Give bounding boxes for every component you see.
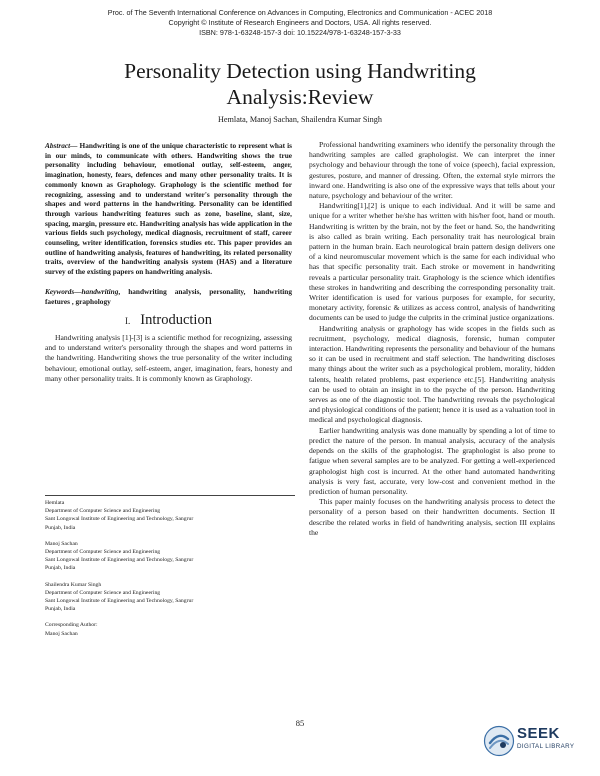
affiliation-inst: Sant Longowal Institute of Engineering and Technology, Sangrur: [45, 557, 194, 564]
abstract-label: Abstract—: [45, 141, 78, 150]
affiliation-name: Hemlata: [45, 500, 65, 506]
affiliation-dept: Department of Computer Science and Engineering: [45, 549, 161, 556]
keywords-label: Keywords—handwriting: [45, 286, 119, 296]
abstract: [45, 141, 292, 277]
section-title: Introduction: [140, 312, 212, 329]
affiliation-block: [45, 540, 285, 573]
affiliation-inst: Sant Longowal Institute of Engineering and Technology, Sangrur: [45, 598, 194, 605]
page-number: 85: [295, 718, 305, 728]
affiliation-place: Punjab, India: [45, 606, 76, 613]
keywords-text: , handwriting analysis, personality, handwriting faetures , graphology: [45, 286, 292, 306]
right-column: [309, 140, 555, 538]
title-line-2: Analysis:Review: [226, 85, 374, 109]
affiliation-block: [45, 581, 285, 614]
affiliation-place: Punjab, India: [45, 565, 76, 572]
body-paragraph: Handwriting analysis or graphology has wide scopes in the fields such as recruitment, psychology, medical diagnosis, forensic, human computer interaction. Handwriting represents the personality and behaviour of the humans so it can be used in recruitment and staff selection. The handwriting discloses many things about the writer such as a psychological problem, morality, hidden talents, health related problems, past experience etc.[5]. Handwriting analysis can be used to obtain an insight in to the psyche of the person. Handwriting serves as one of the diagnostic tool. The handwriting reveals the psychological and physiological conditions of the patient; hence it is used as a valuation tool in medical and psychological diagnosis.: [309, 323, 555, 425]
header-line-2: Copyright © Institute of Research Engineers and Doctors, USA. All rights reserved.: [168, 18, 432, 27]
keywords: [45, 287, 292, 306]
section-heading-introduction: [45, 312, 292, 329]
body-paragraph: Professional handwriting examiners who identify the personality through the handwriting samples are called graphologist. We can interpret the inner psychology and behaviour through the tone of voice (speech), facial expression, gestures, posture, and manner of dressing. Often, the external style mirrors the inward one. Handwriting is also one of the expressive ways that tells about your nature, psychology and behaviour of the writer.: [309, 140, 555, 201]
left-column: [45, 141, 292, 384]
corresponding-label: Corresponding Author:: [45, 622, 98, 629]
header-line-3: ISBN: 978-1-63248-157-3 doi: 10.15224/978-1-63248-157-3-33: [199, 28, 401, 37]
affiliation-dept: Department of Computer Science and Engineering: [45, 508, 161, 515]
seek-logo-icon: [483, 725, 515, 757]
logo-subtitle: DIGITAL LIBRARY: [517, 743, 575, 750]
body-paragraph: Handwriting[1],[2] is unique to each individual. And it will be same and unique for a writer whether he/she has written with his/her foot, hand or mouth. Handwriting is written by the brain, not by the feet or hand. So, the handwriting is also called as brain writing. Each personality trait has neurological brain pattern in the human brain. Each neurological brain pattern design delivers one of a kind neuromuscular movement which is the same for each individual who has that specific personality trait. Each stroke or movement in handwriting reveals a particular personality trait. Graphology is the science which identifies these strokes in handwriting and describing the corresponding personality trait. Writer identification is used for various purposes for example, for security, monetary activity, forensic & utilizes as access control, analysis of handwriting documents can be used to judge the culprits in the criminal justice organizations.: [309, 201, 555, 323]
affiliation-name: Manoj Sachan: [45, 540, 78, 547]
body-paragraph: This paper mainly focuses on the handwriting analysis process to detect the personality of a person based on their handwritten documents. Section II describe the related works in field of handwriting analysis, section III explains the: [309, 497, 555, 537]
affiliation-dept: Department of Computer Science and Engineering: [45, 589, 161, 596]
affiliation-inst: Sant Longowal Institute of Engineering and Technology, Sangrur: [45, 516, 194, 523]
conference-header: [90, 8, 510, 38]
corresponding-name: Manoj Sachan: [45, 630, 78, 637]
paper-title: [40, 58, 560, 110]
abstract-text: Handwriting is one of the unique characteristic to represent what is in our minds, to communicate with others. Handwriting shows the true personality including behaviour, emotional outlay, self-esteem, anger, imagination, honesty, fears, defences and many other personality traits. It is commonly known as Graphology. Graphology is the scientific method for recognizing, assessing and to understand writer's personality through the shapes and word patterns in the handwriting. Personality can be identified through various handwriting features such as zone, baseline, slant, size, spacing, margin, pressure etc. Handwriting analysis has wide application in the various fields such psychology, medical diagnosis, recruitment of staff, career counseling, writer identification, forensics studies etc. This paper provides an outline of handwriting analysis, features of handwriting, its related personality traits, overview of the handwriting analysis system (HAS) and a literature survey of the existing papers on handwriting analysis.: [45, 141, 292, 277]
author-list: Hemlata, Manoj Sachan, Shailendra Kumar Singh: [218, 115, 382, 124]
title-line-1: Personality Detection using Handwriting: [124, 59, 476, 83]
seek-digital-library-logo: [483, 722, 583, 764]
body-paragraph: Earlier handwriting analysis was done manually by spending a lot of time to predict the nature of the person. In manual analysis, accuracy of the analysis depends on the skills of the graphologist. The graphologist is also prone to fatigue when several samples are to be analyzed. For getting a well-experienced graphologist high cost is incurred. At the other hand automated handwriting analysis is very fast, accurate, very low-cost and convenient method in the prediction of human personality.: [309, 425, 555, 496]
affiliation-name: Shailendra Kumar Singh: [45, 581, 102, 588]
author-affiliations: [45, 499, 285, 646]
header-line-1: Proc. of The Seventh International Conference on Advances in Computing, Electronics and Communication - ACEC 2018: [107, 8, 493, 17]
intro-paragraph: Handwriting analysis [1]-[3] is a scientific method for recognizing, assessing and to understand writer's personality through the shapes and word patterns in the handwriting. Handwriting shows the true personality of the writer including behaviour, emotional outlay, self-esteem, anger, imagination, fears, honesty and many other personality traits. It is commonly known as Graphology.: [45, 332, 292, 383]
affiliation-place: Punjab, India: [45, 524, 76, 531]
corresponding-author: [45, 621, 285, 637]
logo-name: SEEK: [517, 725, 560, 742]
footnote-divider: [45, 495, 295, 496]
affiliation-block: [45, 499, 285, 532]
section-number: I.: [125, 316, 131, 327]
